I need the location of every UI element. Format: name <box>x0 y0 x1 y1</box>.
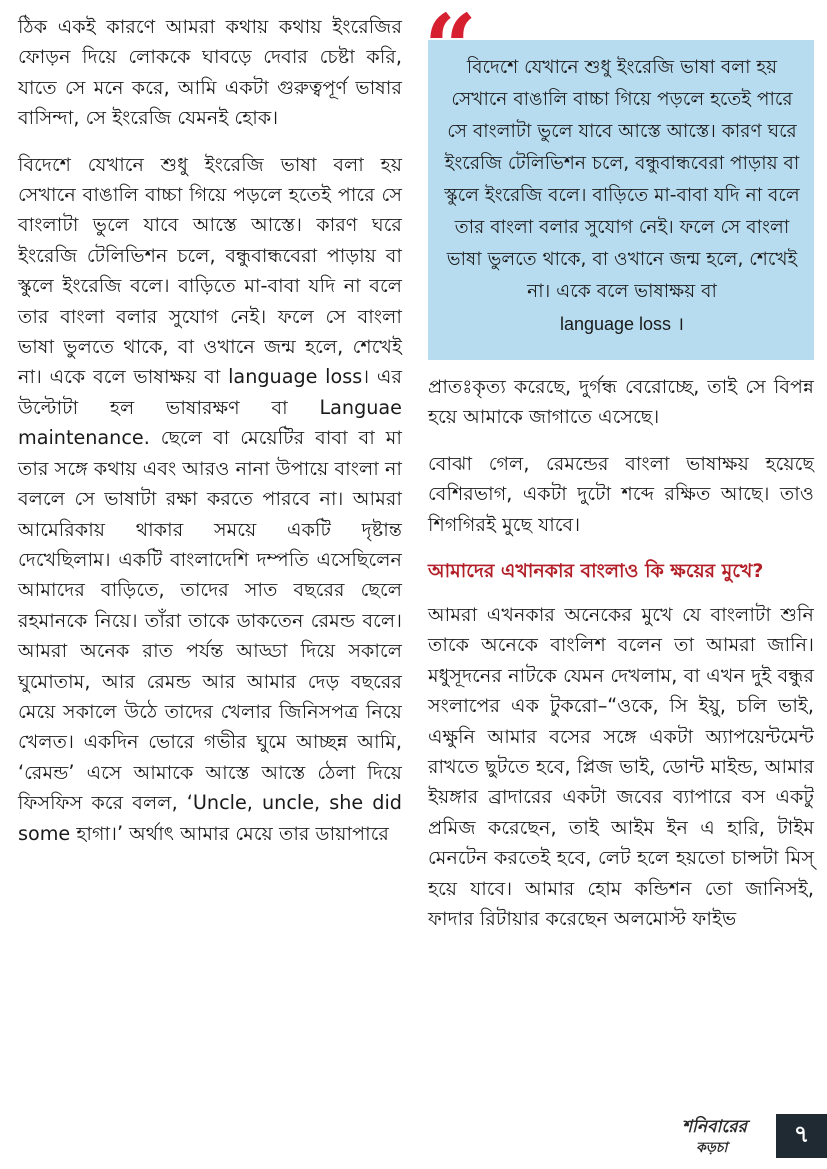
section-heading: আমাদের এখানকার বাংলাও কি ক্ষয়ের মুখে? <box>428 560 764 583</box>
magazine-logo <box>682 1114 752 1158</box>
logo-line2: কড়চা <box>696 1140 728 1156</box>
pull-quote-end: । <box>676 314 685 335</box>
right-column <box>424 0 814 951</box>
pull-quote-text <box>440 52 804 341</box>
pull-quote <box>424 0 814 360</box>
article-paragraph: প্রাতঃকৃত্য করেছে, দুর্গন্ধ বেরোচ্ছে, তাই সে বিপন্ন হয়ে আমাকে জাগাতে এসেছে। <box>428 375 814 429</box>
article-paragraph: আমরা এখনকার অনেকের মুখে যে বাংলাটা শুনি তাকে অনেকে বাংলিশ বলেন তা আমরা জানি। মধুসূদনের নাটকে যেমন দেখলাম, বা এখন দুই বন্ধুর সংলাপের এক টুকরো–“ওকে, সি ইয়ু, চলি ভাই, এক্ষুনি আমার বসের সঙ্গে একটা অ্যাপয়েন্টমেন্ট রাখতে ছুটতে হবে, প্লিজ ভাই, ডোন্ট মাইন্ড, আমার ইয়ঙ্গার ব্রাদারের একটা জবের ব্যাপারে বস একটু প্রমিজ করেছেন, তাই আইম ইন এ হারি, টাইম মেনটেন করতেই হবে, লেট হলে হয়তো চান্সটা মিস্ হয়ে যাবে। আমার হোম কন্ডিশন তো জানিসই, ফাদার রিটায়ার করেছেন অলমোস্ট ফাইভ <box>428 603 814 931</box>
logo-line1: শনিবারের <box>682 1117 747 1137</box>
quote-mark-icon: “ <box>424 0 477 102</box>
article-paragraph: বিদেশে যেখানে শুধু ইংরেজি ভাষা বলা হয় সেখানে বাঙালি বাচ্চা গিয়ে পড়লে হতেই পারে সে বাংলাটা ভুলে যাবে আস্তে আস্তে। কারণ ঘরে ইংরেজি টেলিভিশন চলে, বন্ধুবান্ধবেরা পাড়ায় বা স্কুলে ইংরেজি বলে। বাড়িতে মা-বাবা যদি না বলে তার বাংলা বলার সুযোগ নেই। ফলে সে বাংলা ভাষা ভুলতে থাকে, বা ওখানে জন্ম হলে, শেখেই না। একে বলে ভাষাক্ষয় বা language loss। এর উল্টোটা হল ভাষারক্ষণ বা Languae maintenance. ছেলে বা মেয়েটির বাবা বা মা তার সঙ্গে কথায় এবং আরও নানা উপায়ে বাংলা না বললে সে ভাষাটা রক্ষা করতে পারবে না। আমরা আমেরিকায় থাকার সময়ে একটি দৃষ্টান্ত দেখেছিলাম। একটি বাংলাদেশি দম্পতি এসেছিলেন আমাদের বাড়িতে, তাদের সাত বছরের ছেলে রহমানকে নিয়ে। তাঁরা তাকে ডাকতেন রেমন্ড বলে। আমরা অনেক রাত পর্যন্ত আড্ডা দিয়ে সকালে ঘুমোতাম, আর রেমন্ড আর আমার দেড় বছরের মেয়ে সকালে উঠে তাদের খেলার জিনিসপত্র নিয়ে খেলত। একদিন ভোরে গভীর ঘুমে আচ্ছন্ন আমি, ‘রেমন্ড’ এসে আমাকে আস্তে আস্তে ঠেলা দিয়ে ফিসফিস করে বলল, ‘Uncle, uncle, she did some হাগা।’ অর্থাৎ আমার মেয়ে তার ডায়াপারে <box>18 152 402 845</box>
pull-quote-term: language loss <box>559 314 672 334</box>
left-column <box>18 12 402 865</box>
article-paragraph: বোঝা গেল, রেমন্ডের বাংলা ভাষাক্ষয় হয়েছে বেশিরভাগ, একটা দুটো শব্দে রক্ষিত আছে। তাও শিগগিরই মুছে যাবে। <box>428 451 814 536</box>
article-paragraph: ঠিক একই কারণে আমরা কথায় কথায় ইংরেজির ফোড়ন দিয়ে লোককে ঘাবড়ে দেবার চেষ্টা করি, যাতে সে মনে করে, আমি একটা গুরুত্বপূর্ণ ভাষার বাসিন্দা, সে ইংরেজি যেমনই হোক। <box>18 15 402 130</box>
pull-quote-body: বিদেশে যেখানে শুধু ইংরেজি ভাষা বলা হয় সেখানে বাঙালি বাচ্চা গিয়ে পড়লে হতেই পারে সে বাংলাটা ভুলে যাবে আস্তে আস্তে। কারণ ঘরে ইংরেজি টেলিভিশন চলে, বন্ধুবান্ধবেরা পাড়ায় বা স্কুলে ইংরেজি বলে। বাড়িতে মা-বাবা যদি না বলে তার বাংলা বলার সুযোগ নেই। ফলে সে বাংলা ভাষা ভুলতে থাকে, বা ওখানে জন্ম হলে, শেখেই না। একে বলে ভাষাক্ষয় বা <box>444 57 800 302</box>
page-number: ৭ <box>776 1114 827 1158</box>
